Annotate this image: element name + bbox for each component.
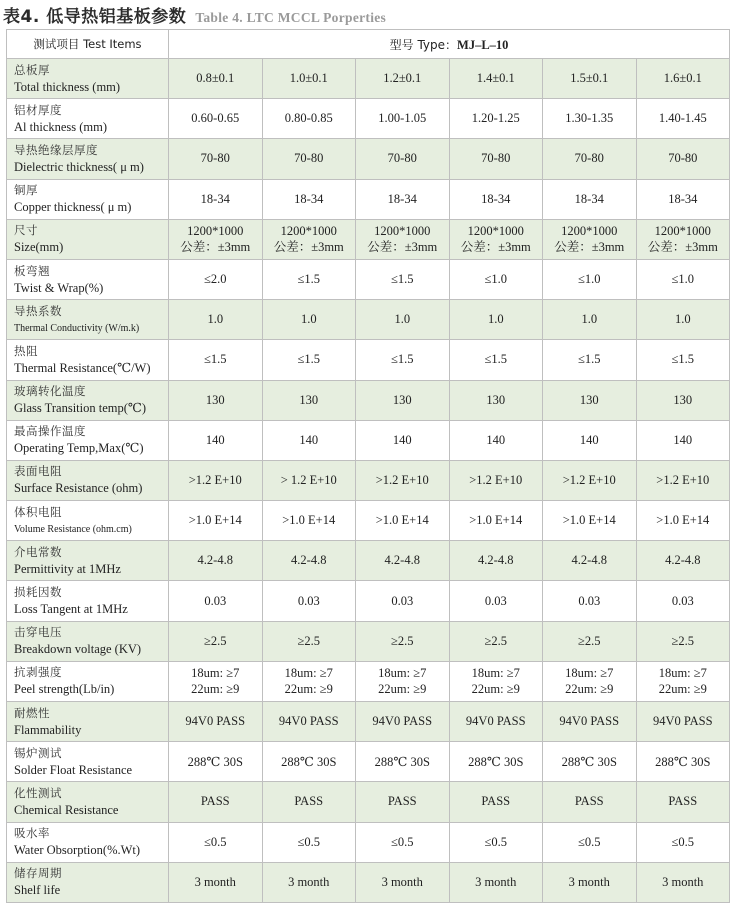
value-cell: ≤1.0 [636, 259, 730, 299]
value-cell [262, 661, 356, 701]
row-label [7, 742, 169, 782]
value-cell: 4.2-4.8 [449, 541, 543, 581]
value-cell: ≤1.0 [543, 259, 637, 299]
value-cell: 1.00-1.05 [356, 99, 450, 139]
table-row [7, 661, 730, 701]
row-label [7, 862, 169, 902]
model-value: MJ–L–10 [457, 37, 509, 52]
table-row [7, 420, 730, 460]
value-cell: 1.0±0.1 [262, 59, 356, 99]
value-cell: 130 [356, 380, 450, 420]
value-line-1: 18um: ≥7 [378, 666, 427, 681]
row-label-en: Operating Temp,Max(℃) [14, 441, 144, 456]
row-label [7, 340, 169, 380]
value-cell: 70-80 [169, 139, 263, 179]
value-line-2: 22um: ≥9 [471, 682, 520, 697]
value-cell: 0.03 [169, 581, 263, 621]
row-label-en: Size(mm) [14, 240, 64, 255]
table-row [7, 59, 730, 99]
value-cell: 140 [636, 420, 730, 460]
row-label-zh: 总板厚 [14, 62, 50, 77]
value-cell: 140 [356, 420, 450, 460]
row-label-en: Surface Resistance (ohm) [14, 481, 143, 496]
table-row [7, 300, 730, 340]
row-label-zh: 介电常数 [14, 544, 62, 559]
value-cell: 94V0 PASS [356, 702, 450, 742]
row-label [7, 822, 169, 862]
value-cell: 1.0 [356, 300, 450, 340]
value-cell: 1.40-1.45 [636, 99, 730, 139]
value-cell: ≤0.5 [169, 822, 263, 862]
value-cell: 4.2-4.8 [262, 541, 356, 581]
table-title-en: Table 4. LTC MCCL Porperties [195, 10, 387, 25]
value-cell [169, 661, 263, 701]
value-cell: 130 [169, 380, 263, 420]
value-cell: 18-34 [262, 179, 356, 219]
value-cell: ≥2.5 [356, 621, 450, 661]
value-cell: >1.0 E+14 [356, 501, 450, 541]
table-row [7, 179, 730, 219]
row-label-en: Water Obsorption(%.Wt) [14, 843, 141, 858]
row-label-zh: 抗剥强度 [14, 665, 62, 680]
row-label [7, 501, 169, 541]
row-label [7, 702, 169, 742]
table-row [7, 259, 730, 299]
value-cell [543, 219, 637, 259]
value-cell: ≥2.5 [169, 621, 263, 661]
model-label: 型号 Type： [389, 37, 458, 52]
value-cell: 140 [262, 420, 356, 460]
table-row [7, 782, 730, 822]
value-cell: 3 month [449, 862, 543, 902]
row-label-zh: 导热系数 [14, 303, 62, 318]
row-label-zh: 铝材厚度 [14, 102, 62, 117]
row-label-en: Flammability [14, 722, 82, 737]
value-cell: 1.2±0.1 [356, 59, 450, 99]
value-line-2: 22um: ≥9 [191, 682, 240, 697]
row-label-en: Al thickness (mm) [14, 119, 108, 134]
value-line-1: 1200*1000 [187, 224, 244, 239]
value-cell: 0.03 [543, 581, 637, 621]
value-cell: ≤1.5 [262, 340, 356, 380]
value-cell: 4.2-4.8 [169, 541, 263, 581]
value-cell: ≤1.5 [449, 340, 543, 380]
value-cell: 288℃ 30S [356, 742, 450, 782]
value-cell: 4.2-4.8 [636, 541, 730, 581]
value-cell: ≥2.5 [543, 621, 637, 661]
row-label-en: Glass Transition temp(℃) [14, 401, 147, 416]
value-cell: 140 [449, 420, 543, 460]
value-cell: 94V0 PASS [543, 702, 637, 742]
value-cell: 130 [543, 380, 637, 420]
value-cell: 94V0 PASS [636, 702, 730, 742]
value-cell [449, 219, 543, 259]
value-cell: 130 [262, 380, 356, 420]
value-cell: 1.6±0.1 [636, 59, 730, 99]
value-cell: PASS [543, 782, 637, 822]
value-cell: PASS [169, 782, 263, 822]
value-cell: ≤0.5 [356, 822, 450, 862]
value-cell: ≤1.5 [543, 340, 637, 380]
table-row [7, 501, 730, 541]
row-label [7, 179, 169, 219]
value-cell: 70-80 [449, 139, 543, 179]
value-cell: 1.0 [636, 300, 730, 340]
row-label-zh: 最高操作温度 [14, 424, 86, 439]
table-row [7, 862, 730, 902]
value-line-2: 公差：±3mm [647, 240, 718, 255]
table-row [7, 541, 730, 581]
row-label-zh: 体积电阻 [14, 504, 62, 519]
value-cell: >1.0 E+14 [169, 501, 263, 541]
value-cell: 0.8±0.1 [169, 59, 263, 99]
value-cell: 1.4±0.1 [449, 59, 543, 99]
value-cell [356, 219, 450, 259]
value-cell: 3 month [262, 862, 356, 902]
value-cell [636, 219, 730, 259]
value-cell: 18-34 [169, 179, 263, 219]
value-cell: 288℃ 30S [169, 742, 263, 782]
value-cell: PASS [262, 782, 356, 822]
value-line-2: 公差：±3mm [367, 240, 438, 255]
row-label-en: Loss Tangent at 1MHz [14, 602, 128, 617]
value-cell: 18-34 [356, 179, 450, 219]
row-label [7, 219, 169, 259]
row-label-en: Thermal Conductivity (W/m.k) [14, 322, 140, 334]
value-cell: 1.0 [262, 300, 356, 340]
properties-table [6, 29, 730, 903]
value-cell: 3 month [169, 862, 263, 902]
value-line-1: 1200*1000 [561, 224, 618, 239]
row-label [7, 621, 169, 661]
value-cell: ≤0.5 [262, 822, 356, 862]
row-label [7, 782, 169, 822]
table-row [7, 822, 730, 862]
row-label [7, 259, 169, 299]
row-label [7, 380, 169, 420]
value-cell: 0.03 [449, 581, 543, 621]
value-line-1: 18um: ≥7 [471, 666, 520, 681]
row-label [7, 59, 169, 99]
row-label-zh: 化性测试 [14, 785, 62, 800]
value-cell: 1.0 [449, 300, 543, 340]
row-label-zh: 热阻 [14, 343, 38, 358]
value-cell: 0.03 [636, 581, 730, 621]
value-cell [169, 219, 263, 259]
value-cell: ≤1.0 [449, 259, 543, 299]
value-cell: 3 month [543, 862, 637, 902]
value-cell: ≤1.5 [636, 340, 730, 380]
value-line-2: 公差：±3mm [460, 240, 531, 255]
value-cell: ≤2.0 [169, 259, 263, 299]
value-cell: PASS [356, 782, 450, 822]
value-cell: 3 month [356, 862, 450, 902]
value-cell: >1.2 E+10 [636, 460, 730, 500]
row-label-en: Copper thickness( μ m) [14, 200, 132, 215]
value-cell: 4.2-4.8 [543, 541, 637, 581]
value-line-1: 18um: ≥7 [191, 666, 240, 681]
row-label [7, 460, 169, 500]
value-cell: 130 [449, 380, 543, 420]
value-line-2: 公差：±3mm [554, 240, 625, 255]
value-cell [262, 219, 356, 259]
row-label-en: Dielectric thickness( μ m) [14, 159, 144, 174]
value-cell: PASS [636, 782, 730, 822]
table-row [7, 219, 730, 259]
table-row [7, 460, 730, 500]
table-title-zh: 表4. 低导热铝基板参数 [3, 7, 187, 27]
value-line-1: 1200*1000 [280, 224, 337, 239]
value-cell: 1.5±0.1 [543, 59, 637, 99]
value-cell: 288℃ 30S [543, 742, 637, 782]
row-label-zh: 耐燃性 [14, 705, 50, 720]
value-cell [356, 661, 450, 701]
row-label-en: Permittivity at 1MHz [14, 561, 121, 576]
table-row [7, 99, 730, 139]
value-line-1: 1200*1000 [374, 224, 431, 239]
test-items-header: 测试项目 Test Items [7, 30, 169, 59]
row-label-zh: 玻璃转化温度 [14, 384, 86, 399]
row-label-en: Solder Float Resistance [14, 762, 133, 777]
row-label-en: Volume Resistance (ohm.cm) [14, 523, 132, 535]
row-label [7, 300, 169, 340]
row-label-en: Shelf life [14, 883, 61, 898]
table-row [7, 139, 730, 179]
value-cell: 1.20-1.25 [449, 99, 543, 139]
value-cell: ≤1.5 [262, 259, 356, 299]
value-cell: 70-80 [356, 139, 450, 179]
row-label-en: Twist & Wrap(%) [14, 280, 104, 295]
row-label [7, 420, 169, 460]
value-cell: >1.0 E+14 [449, 501, 543, 541]
value-cell: ≤1.5 [169, 340, 263, 380]
value-line-1: 18um: ≥7 [284, 666, 333, 681]
value-cell: 288℃ 30S [636, 742, 730, 782]
value-cell: ≥2.5 [262, 621, 356, 661]
header-row [7, 30, 730, 59]
value-line-1: 18um: ≥7 [658, 666, 707, 681]
value-cell: 140 [543, 420, 637, 460]
value-line-1: 1200*1000 [467, 224, 524, 239]
value-line-2: 公差：±3mm [180, 240, 251, 255]
row-label-en: Peel strength(Lb/in) [14, 682, 115, 697]
table-title [3, 2, 386, 28]
row-label [7, 581, 169, 621]
table-row [7, 581, 730, 621]
value-cell: > 1.2 E+10 [262, 460, 356, 500]
value-cell [449, 661, 543, 701]
table-row [7, 742, 730, 782]
value-cell: 1.30-1.35 [543, 99, 637, 139]
row-label-zh: 损耗因数 [14, 585, 62, 600]
value-cell: 288℃ 30S [262, 742, 356, 782]
row-label-zh: 导热绝缘层厚度 [14, 142, 98, 157]
value-cell [543, 661, 637, 701]
value-cell: 18-34 [449, 179, 543, 219]
row-label-zh: 吸水率 [14, 826, 50, 841]
value-cell: >1.0 E+14 [636, 501, 730, 541]
row-label [7, 661, 169, 701]
table-row [7, 621, 730, 661]
row-label-zh: 表面电阻 [14, 464, 62, 479]
value-cell: 94V0 PASS [449, 702, 543, 742]
row-label-zh: 击穿电压 [14, 625, 62, 640]
value-cell: 1.0 [543, 300, 637, 340]
value-cell: 3 month [636, 862, 730, 902]
value-cell: ≥2.5 [449, 621, 543, 661]
value-cell: ≤1.5 [356, 340, 450, 380]
value-cell: 140 [169, 420, 263, 460]
value-cell: 70-80 [543, 139, 637, 179]
value-cell: >1.2 E+10 [356, 460, 450, 500]
row-label-en: Chemical Resistance [14, 802, 119, 817]
value-line-2: 公差：±3mm [273, 240, 344, 255]
value-cell: 130 [636, 380, 730, 420]
value-cell: ≥2.5 [636, 621, 730, 661]
value-cell: >1.0 E+14 [543, 501, 637, 541]
value-line-1: 1200*1000 [654, 224, 711, 239]
value-line-1: 18um: ≥7 [565, 666, 614, 681]
value-cell: 94V0 PASS [262, 702, 356, 742]
table-row [7, 380, 730, 420]
value-line-2: 22um: ≥9 [284, 682, 333, 697]
row-label [7, 99, 169, 139]
table-row [7, 702, 730, 742]
value-line-2: 22um: ≥9 [378, 682, 427, 697]
value-cell: 0.60-0.65 [169, 99, 263, 139]
value-cell: PASS [449, 782, 543, 822]
value-cell: 18-34 [636, 179, 730, 219]
value-cell: ≤0.5 [449, 822, 543, 862]
value-cell: 70-80 [262, 139, 356, 179]
row-label [7, 541, 169, 581]
value-cell: >1.0 E+14 [262, 501, 356, 541]
model-header [169, 30, 730, 59]
value-line-2: 22um: ≥9 [658, 682, 707, 697]
row-label-zh: 储存周期 [14, 866, 62, 881]
value-line-2: 22um: ≥9 [565, 682, 614, 697]
value-cell: ≤0.5 [543, 822, 637, 862]
row-label [7, 139, 169, 179]
value-cell: >1.2 E+10 [449, 460, 543, 500]
value-cell: 4.2-4.8 [356, 541, 450, 581]
value-cell: >1.2 E+10 [169, 460, 263, 500]
value-cell: ≤0.5 [636, 822, 730, 862]
value-cell: >1.2 E+10 [543, 460, 637, 500]
value-cell: 94V0 PASS [169, 702, 263, 742]
row-label-zh: 尺寸 [14, 223, 38, 238]
table-row [7, 340, 730, 380]
row-label-en: Thermal Resistance(℃/W) [14, 360, 151, 375]
value-cell: 1.0 [169, 300, 263, 340]
row-label-zh: 铜厚 [14, 183, 38, 198]
row-label-en: Breakdown voltage (KV) [14, 642, 142, 657]
value-cell: 18-34 [543, 179, 637, 219]
value-cell [636, 661, 730, 701]
row-label-zh: 锡炉测试 [14, 745, 62, 760]
value-cell: 0.03 [262, 581, 356, 621]
value-cell: 288℃ 30S [449, 742, 543, 782]
row-label-zh: 板弯翘 [14, 263, 50, 278]
value-cell: 0.03 [356, 581, 450, 621]
value-cell: 70-80 [636, 139, 730, 179]
row-label-en: Total thickness (mm) [14, 79, 121, 94]
value-cell: ≤1.5 [356, 259, 450, 299]
value-cell: 0.80-0.85 [262, 99, 356, 139]
